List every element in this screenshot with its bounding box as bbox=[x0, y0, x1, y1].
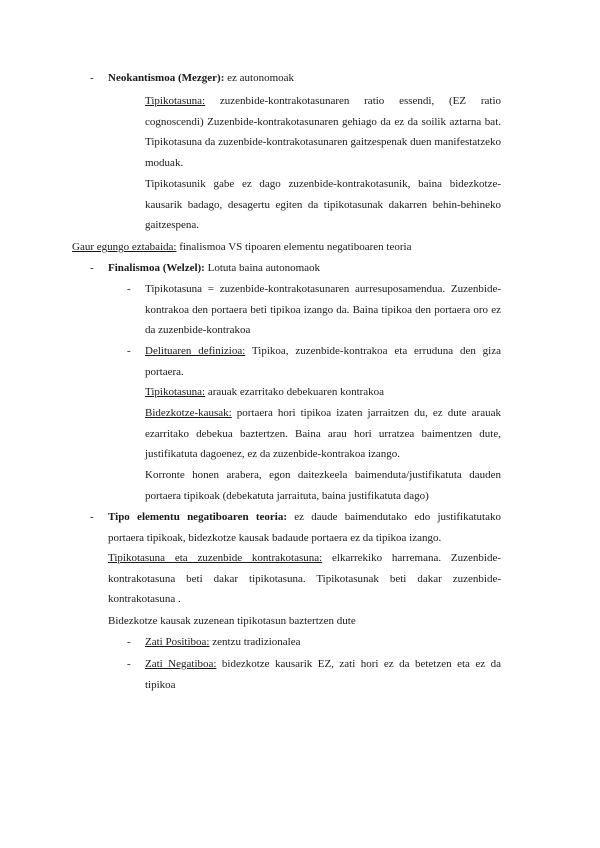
neokantismoa-paragraph-2 bbox=[145, 174, 501, 236]
finalismoa-rest: Lotuta baina autonomaok bbox=[204, 262, 321, 274]
bidezkotze-kausak-line: Bidezkotze kausak zuzenean tipikotasun baztertzen dute bbox=[108, 615, 356, 627]
delituaren-definizioa-label: Delituaren definizioa: bbox=[145, 345, 246, 357]
line-text: arauak ezarritako debekuaren kontrakoa bbox=[205, 386, 385, 398]
item-text: Tipikoa, zuzenbide-kontrakoa eta erruduna den giza portaera. bbox=[145, 345, 501, 378]
harremana-paragraph bbox=[108, 548, 501, 610]
finalismoa-heading bbox=[108, 258, 320, 278]
tipo-paragraph bbox=[108, 507, 501, 548]
paragraph-text: zuzenbide-kontrakotasunaren ratio essendi, (EZ ratio cognoscendi) Zuzenbide-kontrakotasunaren gehiago da ez da soilik aztarna bat. Tipikotasuna da zuzenbide-kontrakotasunaren gaitzespenak duen manifestatzeko moduak. bbox=[145, 95, 501, 169]
bullet-dash: - bbox=[90, 72, 94, 84]
bullet-dash: - bbox=[127, 283, 131, 295]
finalismoa-item-2 bbox=[145, 341, 501, 382]
tipo-title: Tipo elementu negatiboaren teoria: bbox=[108, 511, 287, 523]
neokantismoa-rest: ez autonomoak bbox=[224, 72, 295, 84]
paragraph-text: portaera hori tipikoa izaten jarraitzen du, ez dute arauak ezarritako debekua baztertzen. Baina arau hori urratzea baimentzen dute, justifikatuta dagoenez, ez da zuzenbide-kontrakoa izango. bbox=[145, 407, 501, 461]
zati-negatiboa-label: Zati Negatiboa: bbox=[145, 658, 217, 670]
finalismoa-item-1 bbox=[145, 279, 501, 341]
paragraph-text: ez daude baimendutako edo justifikatutako portaera tipikoak, bidezkotze kausak badaude portaera ez da tipikoa izango. bbox=[108, 511, 501, 544]
zati-positiboa-label: Zati Positiboa: bbox=[145, 636, 210, 648]
bullet-dash: - bbox=[90, 262, 94, 274]
korronte-paragraph bbox=[145, 465, 501, 506]
neokantismoa-heading bbox=[108, 68, 294, 88]
gaur-egungo-rest: finalismoa VS tipoaren elementu negatiboaren teoria bbox=[176, 241, 412, 253]
bullet-dash: - bbox=[127, 345, 131, 357]
tipikotasuna-label: Tipikotasuna: bbox=[145, 95, 206, 107]
neokantismoa-title: Neokantismoa (Mezger): bbox=[108, 72, 225, 84]
zati-positiboa-line bbox=[145, 632, 301, 652]
item-text: Tipikotasuna = zuzenbide-kontrakotasunaren aurresuposamendua. Zuzenbide-kontrakoa den portaera beti tipikoa izango da. Baina tipikoa den portaera oro ez da zuzenbide-kontrakoa bbox=[145, 283, 501, 337]
bullet-dash: - bbox=[127, 658, 131, 670]
line-text: zentzu tradizionalea bbox=[209, 636, 301, 648]
paragraph-text: elkarrekiko harremana. Zuzenbide-kontrakotasuna beti dakar tipikotasuna. Tipikotasunak beti dakar zuzenbide-kontrakotasuna . bbox=[108, 552, 501, 606]
zati-negatiboa-paragraph bbox=[145, 654, 501, 695]
bidezkotze-kausak-label: Bidezkotze-kausak: bbox=[145, 407, 232, 419]
tipikotasuna-line bbox=[145, 382, 384, 402]
harremana-label: Tipikotasuna eta zuzenbide kontrakotasuna: bbox=[108, 552, 323, 564]
bidezkotze-kausak-paragraph bbox=[145, 403, 501, 465]
gaur-egungo-label: Gaur egungo eztabaida: bbox=[72, 241, 177, 253]
bullet-dash: - bbox=[90, 511, 94, 523]
bullet-dash: - bbox=[127, 636, 131, 648]
paragraph-text: bidezkotze kausarik EZ, zati hori ez da betetzen eta ez da tipikoa bbox=[145, 658, 501, 691]
paragraph-text: Korronte honen arabera, egon daitezkeela baimenduta/justifikatuta dauden portaera tipikoak (debekatuta jarraituta, baina justifikatuta dago) bbox=[145, 469, 501, 502]
gaur-egungo-line bbox=[72, 237, 411, 257]
paragraph-text: Tipikotasunik gabe ez dago zuzenbide-kontrakotasunik, baina bidezkotze-kausarik badago, desagertu egiten da tipikotasunak dakarren behin-behineko gaitzespena. bbox=[145, 178, 501, 232]
tipikotasuna-label: Tipikotasuna: bbox=[145, 386, 206, 398]
neokantismoa-paragraph-1 bbox=[145, 91, 501, 173]
finalismoa-title: Finalismoa (Welzel): bbox=[108, 262, 205, 274]
